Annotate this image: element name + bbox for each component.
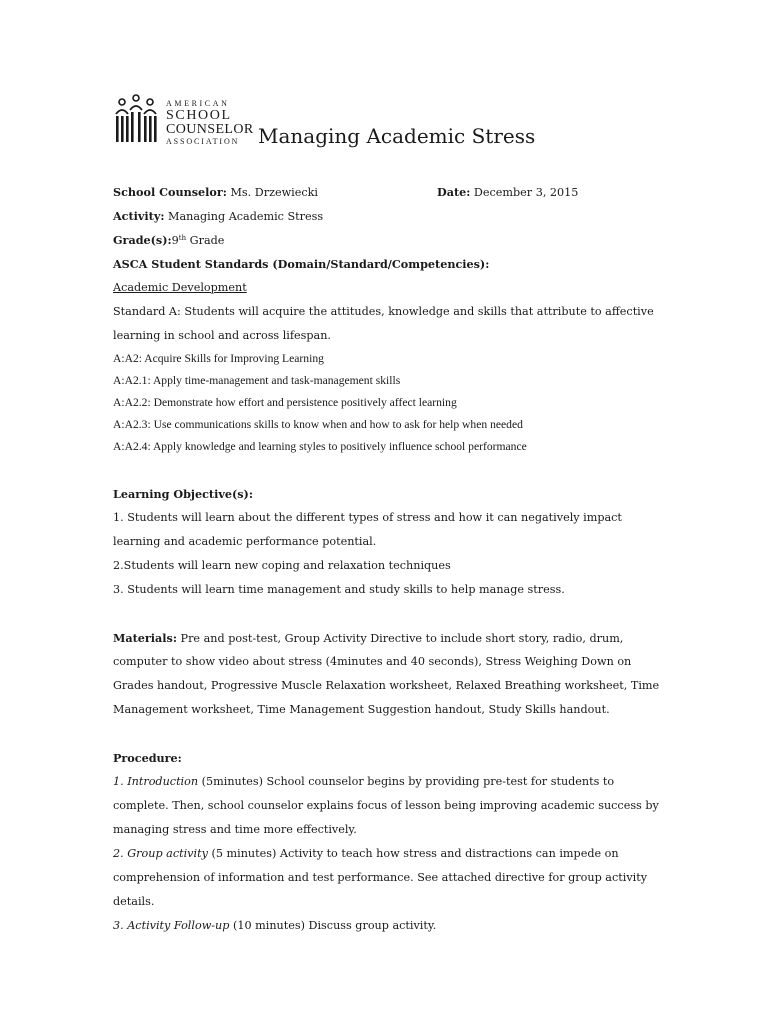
materials-text: Pre and post-test, Group Activity Directive to include short story, radio, drum, (177, 632, 624, 645)
date-line (437, 180, 578, 205)
procedure-step-2 (113, 842, 658, 866)
step-1-label: 1. Introduction (113, 775, 199, 788)
procedure-step-1-cont: complete. Then, school counselor explains focus of lesson being improving academic success by (113, 799, 659, 812)
step-1-text: (5minutes) School counselor begins by providing pre-test for students to (198, 775, 615, 788)
logo-line-american: AMERICAN (166, 99, 230, 108)
objective-line: 3. Students will learn time management and study skills to help manage stress. (113, 583, 565, 596)
asca-logo-wordmark (166, 100, 254, 146)
asca-logo (112, 94, 254, 146)
grade-value: Grade (186, 234, 225, 247)
procedure-step-1-cont: managing stress and time more effectively. (113, 823, 357, 836)
procedure-step-1 (113, 770, 658, 794)
materials-line: Management worksheet, Time Management Suggestion handout, Study Skills handout. (113, 703, 610, 716)
competency-item: A:A2: Acquire Skills for Improving Learning (113, 352, 324, 365)
objective-line: 1. Students will learn about the different types of stress and how it can negatively impact (113, 511, 622, 524)
competency-item: A:A2.2: Demonstrate how effort and persistence positively affect learning (113, 396, 457, 409)
asca-pillars-logo-icon (112, 94, 164, 146)
date-label: Date: (437, 185, 471, 199)
document-body (113, 180, 658, 938)
activity-label: Activity: (113, 209, 165, 223)
logo-line-counselor: COUNSELOR (166, 122, 254, 137)
grade-number: 9 (171, 234, 179, 247)
objective-line: 2.Students will learn new coping and relaxation techniques (113, 559, 451, 572)
document-title: Managing Academic Stress (258, 124, 536, 148)
spacer (113, 722, 658, 746)
activity-value: Managing Academic Stress (164, 210, 324, 223)
materials-line-1 (113, 626, 658, 650)
logo-line-school: SCHOOL (166, 108, 232, 123)
materials-line: computer to show video about stress (4minutes and 40 seconds), Stress Weighing Down on (113, 655, 632, 668)
materials-label: Materials: (113, 631, 177, 645)
step-3-text: (10 minutes) Discuss group activity. (229, 919, 437, 932)
activity-line (113, 204, 658, 228)
standard-a-line-1: Standard A: Students will acquire the attitudes, knowledge and skills that attribute to affective (113, 305, 654, 318)
procedure-step-2-cont: details. (113, 895, 155, 908)
counselor-label: School Counselor: (113, 185, 227, 199)
step-2-text: (5 minutes) Activity to teach how stress and distractions can impede on (207, 847, 619, 860)
competency-item: A:A2.1: Apply time-management and task-management skills (113, 374, 401, 387)
date-value: December 3, 2015 (470, 186, 579, 199)
spacer (113, 458, 658, 482)
grade-line (113, 228, 658, 252)
spacer (113, 602, 658, 626)
standards-heading: ASCA Student Standards (Domain/Standard/Competencies): (113, 257, 490, 271)
procedure-heading: Procedure: (113, 751, 182, 765)
logo-line-association: ASSOCIATION (166, 137, 240, 146)
procedure-step-2-cont: comprehension of information and test performance. See attached directive for group activity (113, 871, 648, 884)
counselor-value: Ms. Drzewiecki (226, 186, 318, 199)
procedure-step-3 (113, 914, 658, 938)
competency-item: A:A2.4: Apply knowledge and learning styles to positively influence school performance (113, 440, 527, 453)
grade-label: Grade(s): (113, 233, 172, 247)
counselor-date-row (113, 180, 658, 204)
objectives-heading: Learning Objective(s): (113, 487, 253, 501)
step-3-label: 3. Activity Follow-up (113, 919, 230, 932)
step-2-label: 2. Group activity (113, 847, 208, 860)
domain-heading: Academic Development (113, 281, 247, 294)
competency-item: A:A2.3: Use communications skills to know when and how to ask for help when needed (113, 418, 523, 431)
standard-a-line-2: learning in school and across lifespan. (113, 329, 331, 342)
grade-suffix: th (178, 234, 187, 242)
materials-line: Grades handout, Progressive Muscle Relaxation worksheet, Relaxed Breathing worksheet, Time (113, 679, 660, 692)
document-header (112, 94, 672, 146)
objective-line: learning and academic performance potential. (113, 535, 377, 548)
